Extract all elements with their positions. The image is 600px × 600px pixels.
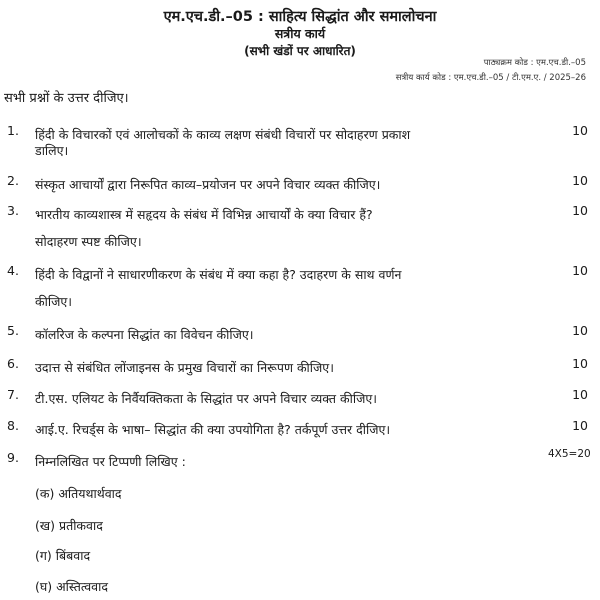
- question-number: 2.: [7, 173, 19, 188]
- question-marks: 10: [572, 203, 588, 218]
- question-number: 8.: [7, 418, 19, 433]
- question-marks: 10: [572, 123, 588, 138]
- question-text: टी.एस. एलियट के निर्वैयक्तिकता के सिद्धांत पर अपने विचार व्यक्त कीजिए।: [35, 391, 378, 406]
- question-marks: 10: [572, 323, 588, 338]
- question-number: 6.: [7, 356, 19, 371]
- note-item: (ख) प्रतीकवाद: [35, 518, 103, 533]
- question-marks: 10: [572, 263, 588, 278]
- question-text: हिंदी के विचारकों एवं आलोचकों के काव्य लक्षण संबंधी विचारों पर सोदाहरण प्रकाश: [35, 127, 411, 142]
- page-note: (सभी खंडों पर आधारित): [244, 44, 356, 58]
- question-marks: 10: [572, 356, 588, 371]
- question-text: आई.ए. रिचर्ड्स के भाषा– सिद्धांत की क्या उपयोगिता है? तर्कपूर्ण उत्तर दीजिए।: [35, 422, 391, 437]
- question-text: संस्कृत आचार्यों द्वारा निरूपित काव्य–प्रयोजन पर अपने विचार व्यक्त कीजिए।: [35, 177, 381, 192]
- question-text: निम्नलिखित पर टिप्पणी लिखिए :: [35, 454, 186, 469]
- question-number: 1.: [7, 123, 19, 138]
- question-marks: 10: [572, 173, 588, 188]
- question-4-continuation: कीजिए।: [35, 294, 73, 309]
- question-3-continuation: सोदाहरण स्पष्ट कीजिए।: [35, 234, 142, 249]
- assignment-code: सत्रीय कार्य कोड : एम.एच.डी.–05 / टी.एम.ए. / 2025–26: [395, 73, 586, 83]
- page-title: एम.एच.डी.–05 : साहित्य सिद्धांत और समालोचना: [163, 9, 437, 25]
- question-text: भारतीय काव्यशास्त्र में सहृदय के संबंध में विभिन्न आचार्यों के क्या विचार हैं?: [35, 207, 373, 222]
- question-number: 9.: [7, 450, 19, 465]
- question-text: कॉलरिज के कल्पना सिद्धांत का विवेचन कीजिए।: [35, 327, 254, 342]
- course-code: पाठ्यक्रम कोड : एम.एच.डी.–05: [483, 58, 586, 68]
- note-item: (ग) बिंबवाद: [35, 548, 91, 563]
- question-text: उदात्त से संबंधित लोंजाइनस के प्रमुख विचारों का निरूपण कीजिए।: [35, 360, 334, 375]
- question-number: 3.: [7, 203, 19, 218]
- instruction-text: सभी प्रश्नों के उत्तर दीजिए।: [4, 91, 129, 106]
- question-marks: 10: [572, 387, 588, 402]
- note-item: (क) अतियथार्थवाद: [35, 486, 122, 501]
- question-1-continuation: डालिए।: [35, 143, 69, 158]
- question-marks: 10: [572, 418, 588, 433]
- question-number: 4.: [7, 263, 19, 278]
- question-text: हिंदी के विद्वानों ने साधारणीकरण के संबंध में क्या कहा है? उदाहरण के साथ वर्णन: [35, 267, 402, 282]
- question-number: 7.: [7, 387, 19, 402]
- question-number: 5.: [7, 323, 19, 338]
- question-marks: 4X5=20: [548, 448, 591, 460]
- note-item: (घ) अस्तित्ववाद: [35, 579, 108, 594]
- page-subtitle: सत्रीय कार्य: [274, 26, 326, 41]
